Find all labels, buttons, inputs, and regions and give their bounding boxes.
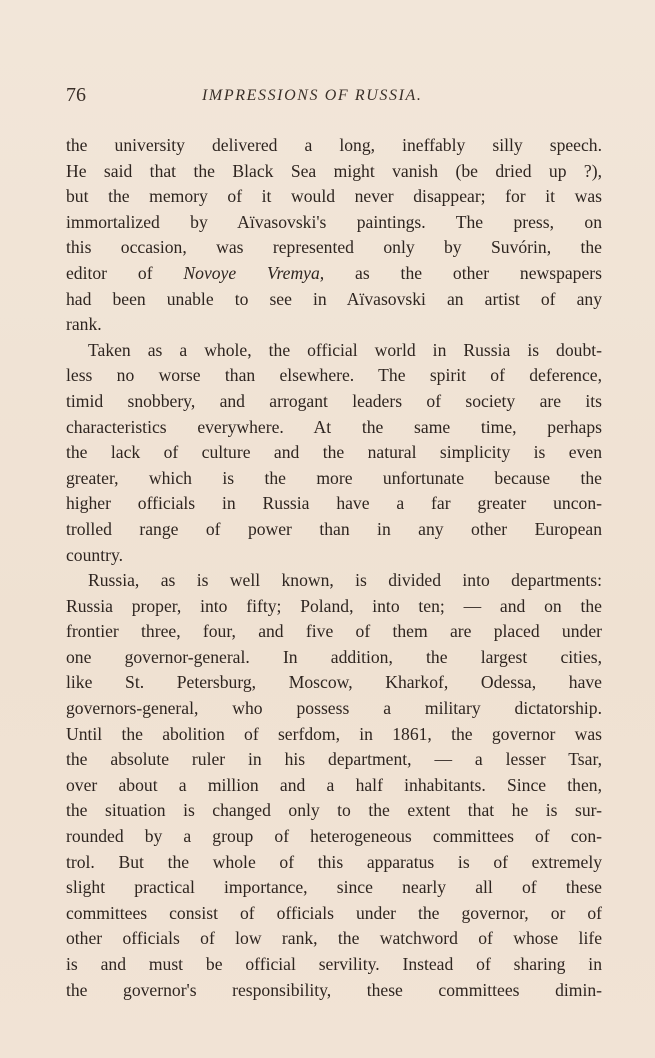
text-line: timid snobbery, and arrogant leaders of society are its	[66, 390, 602, 411]
paragraph-start: Taken as a whole, the official world in Russia is doubt-	[88, 339, 602, 360]
text-line: frontier three, four, and five of them are placed under	[66, 621, 602, 642]
text-line: the situation is changed only to the extent that he is sur-	[66, 800, 602, 821]
page-header	[66, 84, 602, 108]
line-segment: as the other newspapers	[355, 262, 602, 283]
text-line: but the memory of it would never disappear; for it was	[66, 186, 602, 207]
text-line: other officials of low rank, the watchword of whose life	[66, 928, 602, 949]
text-line: rounded by a group of heterogeneous committees of con-	[66, 826, 602, 847]
text-line: Until the abolition of serfdom, in 1861, the governor was	[66, 723, 602, 744]
text-line: the lack of culture and the natural simplicity is even	[66, 442, 602, 463]
text-line: is and must be official servility. Instead of sharing in	[66, 954, 602, 974]
text-line: like St. Petersburg, Moscow, Kharkof, Odessa, have	[66, 672, 602, 693]
text-line: had been unable to see in Aïvasovski an artist of any	[66, 288, 602, 309]
line-segment: editor of	[66, 262, 153, 283]
text-line: the absolute ruler in his department, — a lesser Tsar,	[66, 749, 602, 770]
text-line: country.	[66, 544, 123, 565]
body-text	[66, 133, 602, 1003]
running-head: IMPRESSIONS OF RUSSIA.	[202, 87, 423, 104]
text-line: characteristics everywhere. At the same time, perhaps	[66, 416, 602, 437]
text-line: Russia proper, into fifty; Poland, into ten; — and on the	[66, 595, 602, 616]
text-line: governors-general, who possess a military dictatorship.	[66, 698, 602, 719]
text-line	[66, 261, 602, 287]
text-line: this occasion, was represented only by Suvórin, the	[66, 237, 602, 258]
text-line: greater, which is the more unfortunate because the	[66, 467, 602, 488]
text-line: trolled range of power than in any other European	[66, 518, 602, 539]
text-line: less no worse than elsewhere. The spirit of deference,	[66, 365, 602, 386]
text-line: trol. But the whole of this apparatus is of extremely	[66, 851, 602, 872]
text-line: rank.	[66, 314, 102, 335]
page-number: 76	[66, 84, 86, 106]
text-line: over about a million and a half inhabitants. Since then,	[66, 774, 602, 795]
text-line: immortalized by Aïvasovski's paintings. The press, on	[66, 211, 602, 232]
text-line: one governor-general. In addition, the largest cities,	[66, 646, 602, 667]
newspaper-title: Novoye Vremya,	[183, 262, 325, 283]
text-line: slight practical importance, since nearly all of these	[66, 877, 602, 898]
text-line: the governor's responsibility, these committees dimin-	[66, 979, 602, 1000]
text-line: the university delivered a long, ineffably silly speech.	[66, 135, 602, 155]
text-line: He said that the Black Sea might vanish (be dried up ?),	[66, 160, 602, 181]
text-line: committees consist of officials under the governor, or of	[66, 902, 602, 923]
paragraph-start: Russia, as is well known, is divided into departments:	[88, 570, 602, 591]
text-line: higher officials in Russia have a far greater uncon-	[66, 493, 602, 514]
